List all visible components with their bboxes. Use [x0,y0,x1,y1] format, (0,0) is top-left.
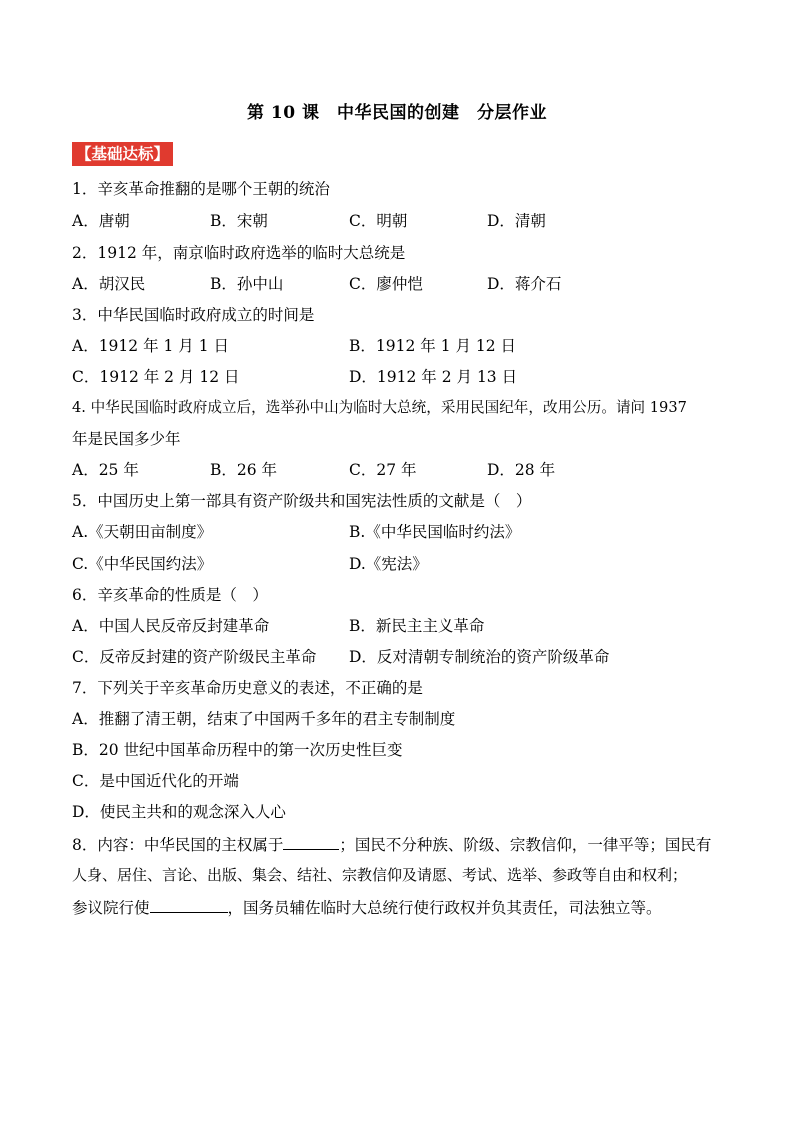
question-6-option-a: A．中国人民反帝反封建革命 [72,617,270,635]
question-5-option-c: C.《中华民国约法》 [72,555,213,573]
question-7-stem: 7．下列关于辛亥革命历史意义的表述，不正确的是 [72,679,423,697]
question-8-blank-2[interactable] [150,896,228,913]
question-8-text-d: ，国务员辅佐临时大总统行使行政权并负其责任，司法独立等。 [227,899,662,917]
question-5-stem: 5．中国历史上第一部具有资产阶级共和国宪法性质的文献是（ ） [72,492,532,510]
question-4-option-b: B．26 年 [210,461,278,479]
question-3-option-d: D．1912 年 2 月 13 日 [349,368,518,386]
question-7-option-a: A．推翻了清王朝，结束了中国两千多年的君主专制制度 [72,710,456,728]
question-4-option-c: C．27 年 [349,461,417,479]
question-1-stem: 1．辛亥革命推翻的是哪个王朝的统治 [72,180,330,198]
question-3-option-c: C．1912 年 2 月 12 日 [72,368,240,386]
question-8-text-b: ；国民不分种族、阶级、宗教信仰，一律平等；国民有 [339,836,712,854]
question-8-text-c: 参议院行使 [72,899,150,917]
question-1-option-a: A．唐朝 [72,212,130,230]
question-2-option-d: D．蒋介石 [487,275,562,293]
question-6-option-b: B．新民主主义革命 [349,617,485,635]
question-7-option-c: C．是中国近代化的开端 [72,772,239,790]
question-8-line-3 [72,896,662,919]
question-8-line-2: 人身、居住、言论、出版、集会、结社、宗教信仰及请愿、考试、选举、参政等自由和权利； [72,866,688,884]
question-4-stem-line-2: 年是民国多少年 [72,430,181,448]
question-3-option-a: A．1912 年 1 月 1 日 [72,337,229,355]
question-5-option-d: D.《宪法》 [349,555,428,573]
page-title: 第 10 课 中华民国的创建 分层作业 [247,103,547,123]
question-6-stem: 6．辛亥革命的性质是（ ） [72,586,268,604]
question-7-option-b: B．20 世纪中国革命历程中的第一次历史性巨变 [72,741,403,759]
question-1-option-c: C．明朝 [349,212,408,230]
question-7-option-d: D．使民主共和的观念深入人心 [72,803,286,821]
question-2-option-c: C．廖仲恺 [349,275,423,293]
section-basic-tag: 【基础达标】 [72,142,173,166]
question-8-line-1 [72,833,711,856]
question-4-stem-line-1: 4. 中华民国临时政府成立后，选举孙中山为临时大总统，采用民国纪年，改用公历。请问 1937 [72,399,687,416]
question-1-option-b: B．宋朝 [210,212,268,230]
question-6-option-d: D．反对清朝专制统治的资产阶级革命 [349,648,610,666]
question-1-option-d: D．清朝 [487,212,546,230]
question-6-option-c: C．反帝反封建的资产阶级民主革命 [72,648,317,666]
question-2-stem: 2．1912 年，南京临时政府选举的临时大总统是 [72,244,406,262]
question-5-option-b: B.《中华民国临时约法》 [349,523,521,541]
question-2-option-a: A．胡汉民 [72,275,146,293]
question-2-option-b: B．孙中山 [210,275,284,293]
question-8-blank-1[interactable] [283,833,339,850]
question-5-option-a: A.《天朝田亩制度》 [72,523,213,541]
question-3-stem: 3．中华民国临时政府成立的时间是 [72,306,315,324]
question-4-option-a: A．25 年 [72,461,139,479]
question-3-option-b: B．1912 年 1 月 12 日 [349,337,517,355]
question-4-option-d: D．28 年 [487,461,556,479]
question-8-text-a: 8．内容：中华民国的主权属于 [72,836,284,854]
